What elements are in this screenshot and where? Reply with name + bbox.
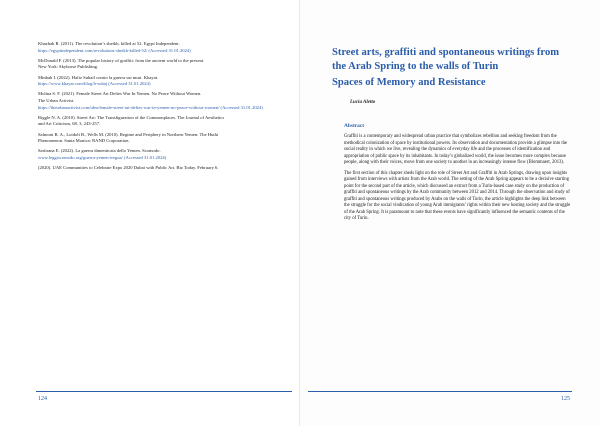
reference-entry bbox=[38, 165, 274, 172]
footer-rule bbox=[308, 391, 572, 392]
reference-link[interactable]: https://www.khayat.com/blog/h-suhaj (Accessed 31.01.2024) bbox=[38, 81, 151, 87]
reference-entry bbox=[38, 132, 274, 145]
reference-link[interactable]: https://egyptindependent.com/revolutions-sheikh-killed-52/ (Accessed 31.01.2024) bbox=[38, 47, 191, 53]
chapter-title: Street arts, graffiti and spontaneous writings from the Arab Spring to the walls of Turin bbox=[332, 47, 560, 72]
page-number: 124 bbox=[38, 396, 47, 402]
reference-text: Sartirana E. (2022). La guerra dimenticata dello Yemen. Scomodo. bbox=[38, 148, 161, 154]
right-page bbox=[300, 0, 600, 426]
reference-entry bbox=[38, 115, 274, 128]
reference-entry bbox=[38, 148, 274, 161]
abstract-body bbox=[344, 134, 572, 227]
reference-text: and Art Criticism, 68, 3, 243-257. bbox=[38, 121, 101, 127]
reference-text: New York: Skyhorse Publishing. bbox=[38, 64, 99, 70]
abstract-paragraph: Graffiti is a contemporary and widespread urban practice that symbolizes rebellion and seeking freedom from the methodical colonization of space by institutional powers. Its observation and documentation provide a glimpse into the social reality in which we live, revealing the dynamics of everyday life and the processes of identification and appropriation of public space by its inhabitants. In today’s globalized world, the issue becomes more complex because people, along with their voices, move from one society to another in an increasingly intense flow (Blommaert, 2013). bbox=[344, 134, 568, 165]
chapter-subtitle: Spaces of Memory and Resistance bbox=[332, 77, 486, 88]
reference-entry bbox=[38, 58, 274, 71]
reference-text: Riggle N. A. (2010). Street Art: The Transfiguration of the Commonplaces. The Journal of Aesthetics bbox=[38, 114, 225, 120]
reference-link[interactable]: https://theurbanactivist.com/idea/female-street-art-defies-war-in-yemen-no-peace-without-women/ (Accessed 31.01.2024) bbox=[38, 104, 263, 110]
reference-list bbox=[38, 41, 274, 175]
reference-text: Khazbak R. (2011). The revolution’s sheikh, killed at 52. Egypt Independent. bbox=[38, 41, 180, 46]
reference-text: Molina S. F. (2021). Female Street Art Defies War In Yemen. No Peace Without Women. bbox=[38, 91, 202, 97]
footer-rule bbox=[36, 391, 292, 392]
reference-text: McDonald F. (2013). The popular history of graffiti: from the ancient world to the present. bbox=[38, 57, 205, 63]
reference-text: The Urban Activist. bbox=[38, 97, 75, 103]
reference-link[interactable]: www.leggiscomodo.org/guerra-yemen-tregua/ (Accessed 31.01.2024) bbox=[38, 154, 167, 160]
reference-entry bbox=[38, 41, 274, 54]
reference-entry bbox=[38, 91, 274, 111]
reference-entry bbox=[38, 75, 274, 88]
reference-text: Minbah I. (2022). Hafiz Suhail contro la guerra sui muri. Khayat. bbox=[38, 74, 159, 80]
abstract-heading: Abstract bbox=[344, 123, 365, 129]
author-name: Lucia Aletto bbox=[350, 100, 376, 105]
abstract-paragraph: The first section of this chapter sheds light on the role of Street Art and Graffiti in Arab Springs, drawing upon insights gained from interviews with artists from the Arab world. The setting of the Arab Spring appears to be a decisive starting point for the second part of the article, which discussed an extract from a Turin-based case study on the production of graffiti and spontaneous writings by the Arab community between 2012 and 2014. Through the observation and study of graffiti and spontaneous writings produced by Arabs on the walls of Turin, the article highlights the deep link between the struggle for the social vindication of young Arab immigrants’ rights within their new hosting society and the struggle of the Arab Spring. It is paramount to note that these events have significantly influenced the semantic contents of the city of Turin. bbox=[344, 170, 571, 221]
page-number: 125 bbox=[561, 396, 570, 402]
reference-text: Phenomenon. Santa Monica: RAND Corporation. bbox=[38, 138, 130, 144]
reference-text: Salmoni B. A., Loidolt B., Wells M. (2010). Regime and Periphery in Northern Yemen: The Huthi bbox=[38, 131, 219, 137]
reference-text: (2020). UAE Communities to Celebrate Expo 2020 Dubai with Public Art. Biz Today. February 6. bbox=[38, 165, 219, 171]
